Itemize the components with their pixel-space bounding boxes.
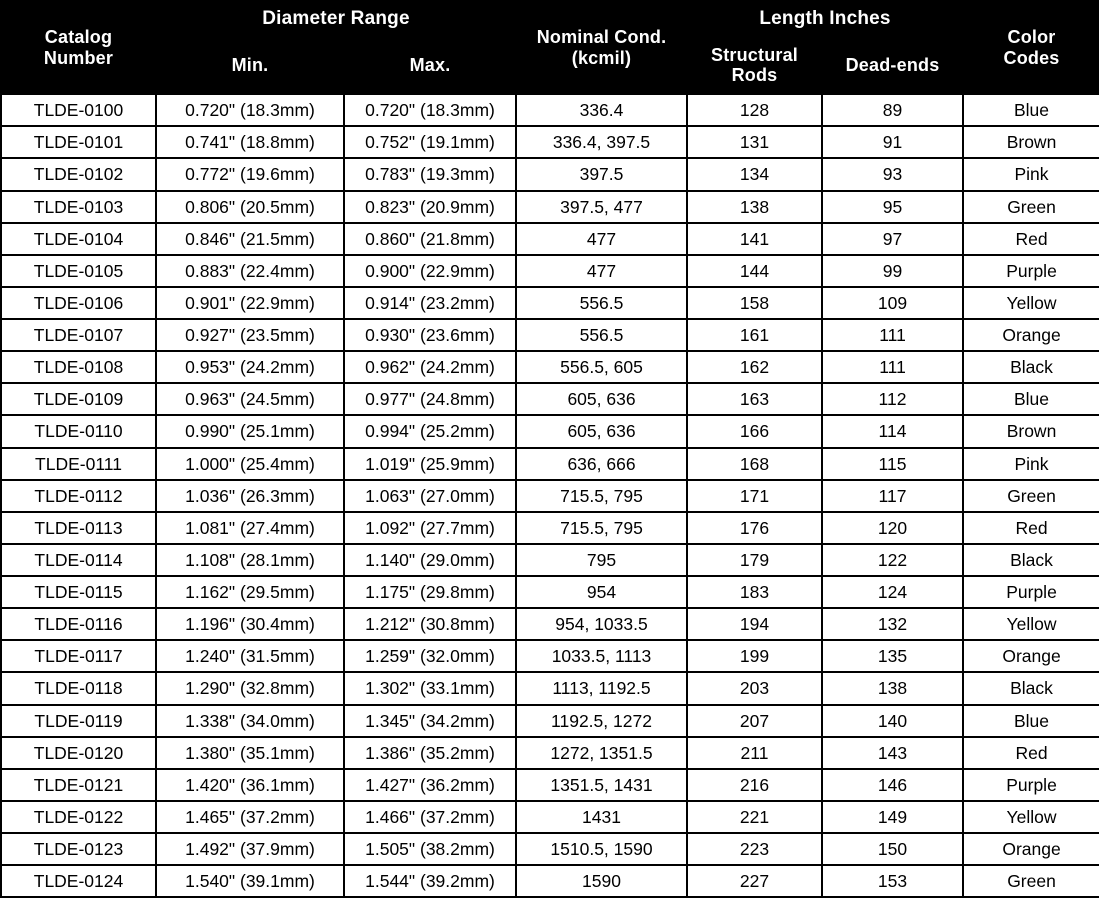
cell-diameter-max: 0.752" (19.1mm)	[344, 126, 516, 158]
cell-diameter-min: 1.108" (28.1mm)	[156, 544, 344, 576]
cell-nominal-cond: 1431	[516, 801, 687, 833]
nominal-header-line1: Nominal Cond.	[536, 27, 667, 48]
cell-color-code: Green	[963, 480, 1099, 512]
cell-nominal-cond: 397.5, 477	[516, 191, 687, 223]
cell-diameter-min: 1.036" (26.3mm)	[156, 480, 344, 512]
cell-diameter-min: 0.990" (25.1mm)	[156, 415, 344, 447]
cell-nominal-cond: 605, 636	[516, 383, 687, 415]
column-header-min: Min.	[156, 38, 344, 94]
cell-color-code: Orange	[963, 319, 1099, 351]
cell-catalog-number: TLDE-0122	[1, 801, 156, 833]
cell-dead-ends: 150	[822, 833, 963, 865]
cell-dead-ends: 146	[822, 769, 963, 801]
cell-diameter-min: 1.081" (27.4mm)	[156, 512, 344, 544]
cell-structural-rods: 221	[687, 801, 822, 833]
cell-nominal-cond: 1272, 1351.5	[516, 737, 687, 769]
table-row	[1, 544, 1099, 576]
cell-structural-rods: 207	[687, 705, 822, 737]
cell-dead-ends: 120	[822, 512, 963, 544]
cell-dead-ends: 114	[822, 415, 963, 447]
cell-color-code: Black	[963, 544, 1099, 576]
cell-structural-rods: 134	[687, 158, 822, 190]
cell-diameter-min: 1.000" (25.4mm)	[156, 448, 344, 480]
table-row	[1, 705, 1099, 737]
cell-diameter-max: 0.962" (24.2mm)	[344, 351, 516, 383]
cell-nominal-cond: 477	[516, 255, 687, 287]
cell-catalog-number: TLDE-0107	[1, 319, 156, 351]
cell-diameter-min: 0.953" (24.2mm)	[156, 351, 344, 383]
cell-diameter-min: 1.420" (36.1mm)	[156, 769, 344, 801]
cell-diameter-min: 1.162" (29.5mm)	[156, 576, 344, 608]
cell-dead-ends: 111	[822, 319, 963, 351]
cell-diameter-max: 1.302" (33.1mm)	[344, 672, 516, 704]
cell-dead-ends: 132	[822, 608, 963, 640]
column-header-diameter-range: Diameter Range	[156, 1, 516, 38]
catalog-header-line2: Number	[43, 47, 114, 68]
cell-catalog-number: TLDE-0102	[1, 158, 156, 190]
cell-color-code: Green	[963, 865, 1099, 897]
cell-nominal-cond: 556.5	[516, 287, 687, 319]
cell-color-code: Red	[963, 512, 1099, 544]
cell-nominal-cond: 954	[516, 576, 687, 608]
structural-header-line2: Rods	[731, 65, 778, 86]
cell-color-code: Orange	[963, 640, 1099, 672]
cell-dead-ends: 140	[822, 705, 963, 737]
cell-dead-ends: 111	[822, 351, 963, 383]
cell-nominal-cond: 556.5, 605	[516, 351, 687, 383]
cell-dead-ends: 149	[822, 801, 963, 833]
cell-catalog-number: TLDE-0105	[1, 255, 156, 287]
cell-dead-ends: 109	[822, 287, 963, 319]
cell-diameter-min: 1.465" (37.2mm)	[156, 801, 344, 833]
cell-structural-rods: 138	[687, 191, 822, 223]
catalog-header-line1: Catalog	[44, 27, 113, 48]
cell-color-code: Yellow	[963, 608, 1099, 640]
table-header	[1, 1, 1099, 94]
cell-catalog-number: TLDE-0101	[1, 126, 156, 158]
cell-color-code: Blue	[963, 705, 1099, 737]
table-row	[1, 576, 1099, 608]
cell-color-code: Green	[963, 191, 1099, 223]
column-header-max: Max.	[344, 38, 516, 94]
column-header-nominal-cond	[516, 1, 687, 94]
cell-diameter-max: 0.977" (24.8mm)	[344, 383, 516, 415]
cell-catalog-number: TLDE-0106	[1, 287, 156, 319]
cell-color-code: Black	[963, 672, 1099, 704]
cell-nominal-cond: 1510.5, 1590	[516, 833, 687, 865]
table-row	[1, 351, 1099, 383]
cell-catalog-number: TLDE-0121	[1, 769, 156, 801]
table-row	[1, 865, 1099, 897]
cell-catalog-number: TLDE-0108	[1, 351, 156, 383]
cell-structural-rods: 211	[687, 737, 822, 769]
cell-nominal-cond: 1033.5, 1113	[516, 640, 687, 672]
cell-structural-rods: 141	[687, 223, 822, 255]
cell-dead-ends: 135	[822, 640, 963, 672]
column-header-catalog-number	[1, 1, 156, 94]
cell-diameter-min: 1.338" (34.0mm)	[156, 705, 344, 737]
cell-dead-ends: 143	[822, 737, 963, 769]
cell-structural-rods: 216	[687, 769, 822, 801]
cell-dead-ends: 124	[822, 576, 963, 608]
header-group-row	[1, 1, 1099, 38]
cell-diameter-max: 1.175" (29.8mm)	[344, 576, 516, 608]
cell-nominal-cond: 605, 636	[516, 415, 687, 447]
cell-diameter-max: 0.783" (19.3mm)	[344, 158, 516, 190]
cell-color-code: Purple	[963, 255, 1099, 287]
cell-structural-rods: 131	[687, 126, 822, 158]
cell-color-code: Yellow	[963, 801, 1099, 833]
cell-diameter-min: 1.492" (37.9mm)	[156, 833, 344, 865]
cell-structural-rods: 176	[687, 512, 822, 544]
cell-structural-rods: 162	[687, 351, 822, 383]
cell-nominal-cond: 556.5	[516, 319, 687, 351]
cell-color-code: Pink	[963, 448, 1099, 480]
cell-structural-rods: 161	[687, 319, 822, 351]
cell-color-code: Purple	[963, 769, 1099, 801]
cell-color-code: Black	[963, 351, 1099, 383]
table-row	[1, 672, 1099, 704]
cell-catalog-number: TLDE-0116	[1, 608, 156, 640]
cell-diameter-max: 1.019" (25.9mm)	[344, 448, 516, 480]
cell-structural-rods: 163	[687, 383, 822, 415]
cell-nominal-cond: 477	[516, 223, 687, 255]
cell-diameter-min: 1.540" (39.1mm)	[156, 865, 344, 897]
cell-diameter-min: 0.846" (21.5mm)	[156, 223, 344, 255]
cell-nominal-cond: 1590	[516, 865, 687, 897]
cell-dead-ends: 138	[822, 672, 963, 704]
cell-diameter-max: 0.900" (22.9mm)	[344, 255, 516, 287]
table-row	[1, 640, 1099, 672]
cell-nominal-cond: 954, 1033.5	[516, 608, 687, 640]
table-body	[1, 94, 1099, 897]
cell-diameter-min: 0.720" (18.3mm)	[156, 94, 344, 126]
cell-diameter-max: 1.544" (39.2mm)	[344, 865, 516, 897]
cell-structural-rods: 183	[687, 576, 822, 608]
cell-color-code: Purple	[963, 576, 1099, 608]
cell-nominal-cond: 1351.5, 1431	[516, 769, 687, 801]
cell-diameter-max: 1.505" (38.2mm)	[344, 833, 516, 865]
cell-dead-ends: 99	[822, 255, 963, 287]
cell-nominal-cond: 336.4, 397.5	[516, 126, 687, 158]
cell-catalog-number: TLDE-0104	[1, 223, 156, 255]
column-header-dead-ends: Dead-ends	[822, 38, 963, 94]
cell-nominal-cond: 715.5, 795	[516, 480, 687, 512]
cell-catalog-number: TLDE-0113	[1, 512, 156, 544]
cell-dead-ends: 153	[822, 865, 963, 897]
nominal-header-line2: (kcmil)	[571, 47, 632, 68]
table-row	[1, 383, 1099, 415]
table-row	[1, 512, 1099, 544]
cell-diameter-max: 0.720" (18.3mm)	[344, 94, 516, 126]
cell-diameter-max: 1.466" (37.2mm)	[344, 801, 516, 833]
cell-color-code: Red	[963, 737, 1099, 769]
cell-color-code: Pink	[963, 158, 1099, 190]
cell-structural-rods: 203	[687, 672, 822, 704]
cell-nominal-cond: 1113, 1192.5	[516, 672, 687, 704]
color-header-line1: Color	[1007, 27, 1056, 48]
cell-diameter-min: 1.240" (31.5mm)	[156, 640, 344, 672]
structural-header-line1: Structural	[710, 44, 799, 65]
cell-structural-rods: 179	[687, 544, 822, 576]
cell-structural-rods: 168	[687, 448, 822, 480]
color-header-line2: Codes	[1003, 47, 1060, 68]
cell-nominal-cond: 1192.5, 1272	[516, 705, 687, 737]
cell-dead-ends: 115	[822, 448, 963, 480]
table-row	[1, 191, 1099, 223]
table-row	[1, 608, 1099, 640]
column-header-length-inches: Length Inches	[687, 1, 963, 38]
cell-diameter-max: 1.345" (34.2mm)	[344, 705, 516, 737]
cell-structural-rods: 223	[687, 833, 822, 865]
cell-dead-ends: 112	[822, 383, 963, 415]
cell-catalog-number: TLDE-0109	[1, 383, 156, 415]
cell-catalog-number: TLDE-0118	[1, 672, 156, 704]
cell-structural-rods: 144	[687, 255, 822, 287]
table-row	[1, 480, 1099, 512]
cell-dead-ends: 89	[822, 94, 963, 126]
table-row	[1, 769, 1099, 801]
cell-color-code: Blue	[963, 94, 1099, 126]
cell-nominal-cond: 397.5	[516, 158, 687, 190]
cell-diameter-max: 1.092" (27.7mm)	[344, 512, 516, 544]
cell-structural-rods: 158	[687, 287, 822, 319]
cell-color-code: Blue	[963, 383, 1099, 415]
column-header-color-codes	[963, 1, 1099, 94]
table-row	[1, 737, 1099, 769]
cell-structural-rods: 194	[687, 608, 822, 640]
column-header-structural-rods	[687, 38, 822, 94]
table-row	[1, 833, 1099, 865]
cell-diameter-max: 1.427" (36.2mm)	[344, 769, 516, 801]
cell-catalog-number: TLDE-0123	[1, 833, 156, 865]
cell-diameter-min: 0.741" (18.8mm)	[156, 126, 344, 158]
cell-dead-ends: 117	[822, 480, 963, 512]
cell-diameter-max: 0.994" (25.2mm)	[344, 415, 516, 447]
cell-dead-ends: 122	[822, 544, 963, 576]
table-row	[1, 223, 1099, 255]
table-row	[1, 94, 1099, 126]
cell-structural-rods: 128	[687, 94, 822, 126]
table-row	[1, 287, 1099, 319]
cell-diameter-max: 1.140" (29.0mm)	[344, 544, 516, 576]
cell-nominal-cond: 715.5, 795	[516, 512, 687, 544]
cell-diameter-max: 1.259" (32.0mm)	[344, 640, 516, 672]
cell-structural-rods: 199	[687, 640, 822, 672]
cell-diameter-min: 1.196" (30.4mm)	[156, 608, 344, 640]
cell-catalog-number: TLDE-0119	[1, 705, 156, 737]
cell-catalog-number: TLDE-0103	[1, 191, 156, 223]
cell-catalog-number: TLDE-0114	[1, 544, 156, 576]
cell-color-code: Brown	[963, 126, 1099, 158]
cell-color-code: Brown	[963, 415, 1099, 447]
cell-structural-rods: 227	[687, 865, 822, 897]
table-row	[1, 319, 1099, 351]
cell-catalog-number: TLDE-0117	[1, 640, 156, 672]
cell-catalog-number: TLDE-0124	[1, 865, 156, 897]
cell-catalog-number: TLDE-0110	[1, 415, 156, 447]
cell-diameter-max: 0.914" (23.2mm)	[344, 287, 516, 319]
cell-color-code: Orange	[963, 833, 1099, 865]
cell-diameter-max: 0.930" (23.6mm)	[344, 319, 516, 351]
cell-catalog-number: TLDE-0120	[1, 737, 156, 769]
cell-catalog-number: TLDE-0112	[1, 480, 156, 512]
cell-diameter-min: 0.806" (20.5mm)	[156, 191, 344, 223]
cell-structural-rods: 166	[687, 415, 822, 447]
cell-diameter-max: 0.823" (20.9mm)	[344, 191, 516, 223]
cell-diameter-max: 1.063" (27.0mm)	[344, 480, 516, 512]
cell-nominal-cond: 336.4	[516, 94, 687, 126]
cell-diameter-max: 1.212" (30.8mm)	[344, 608, 516, 640]
cell-dead-ends: 93	[822, 158, 963, 190]
cell-dead-ends: 97	[822, 223, 963, 255]
cell-nominal-cond: 795	[516, 544, 687, 576]
cell-diameter-max: 0.860" (21.8mm)	[344, 223, 516, 255]
cell-catalog-number: TLDE-0111	[1, 448, 156, 480]
cell-diameter-min: 1.380" (35.1mm)	[156, 737, 344, 769]
cell-catalog-number: TLDE-0115	[1, 576, 156, 608]
cell-color-code: Yellow	[963, 287, 1099, 319]
cell-catalog-number: TLDE-0100	[1, 94, 156, 126]
cell-diameter-min: 0.901" (22.9mm)	[156, 287, 344, 319]
cell-diameter-min: 0.963" (24.5mm)	[156, 383, 344, 415]
table-row	[1, 448, 1099, 480]
cell-diameter-min: 0.927" (23.5mm)	[156, 319, 344, 351]
table-row	[1, 801, 1099, 833]
cell-dead-ends: 95	[822, 191, 963, 223]
table-row	[1, 415, 1099, 447]
cell-nominal-cond: 636, 666	[516, 448, 687, 480]
cell-diameter-min: 1.290" (32.8mm)	[156, 672, 344, 704]
cell-dead-ends: 91	[822, 126, 963, 158]
cell-color-code: Red	[963, 223, 1099, 255]
table-row	[1, 126, 1099, 158]
cell-structural-rods: 171	[687, 480, 822, 512]
table-row	[1, 255, 1099, 287]
table-row	[1, 158, 1099, 190]
cell-diameter-min: 0.772" (19.6mm)	[156, 158, 344, 190]
cell-diameter-min: 0.883" (22.4mm)	[156, 255, 344, 287]
cell-diameter-max: 1.386" (35.2mm)	[344, 737, 516, 769]
